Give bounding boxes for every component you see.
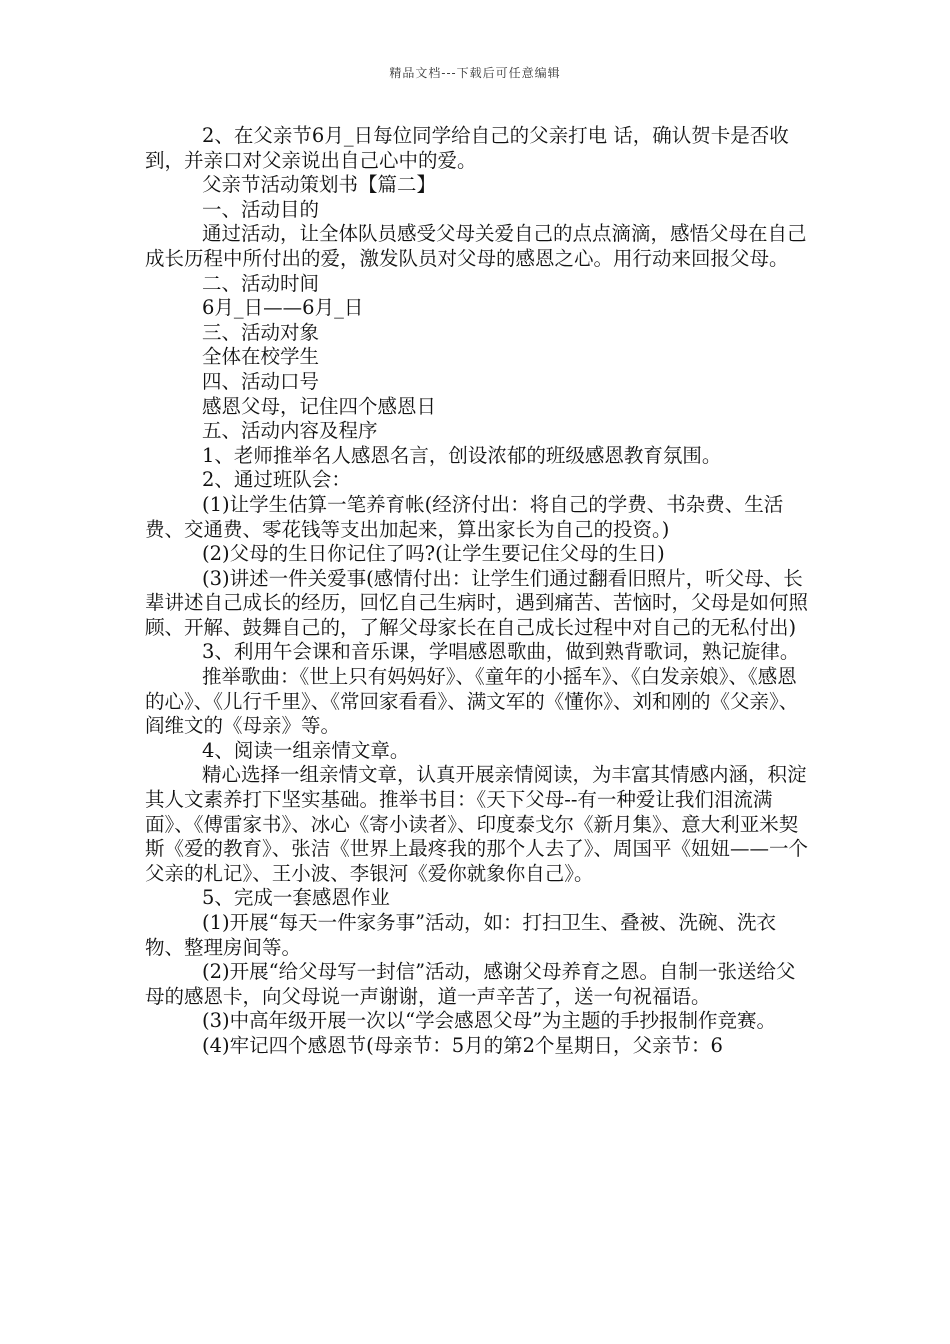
page-header: 精品文档---下载后可任意编辑 [389,66,561,80]
paragraph: (3)中高年级开展一次以“学会感恩父母”为主题的手抄报制作竞赛。 [202,1009,777,1033]
section-heading: 二、活动时间 [202,271,320,295]
paragraph: (4)牢记四个感恩节(母亲节：5月的第2个星期日，父亲节：6 [202,1033,723,1057]
paragraph: (3)讲述一件关爱事(感情付出：让学生们通过翻看旧照片，听父母、长辈讲述自己成长的经历，回忆自己生病时，遇到痛苦、苦恼时，父母是如何照顾、开解、鼓舞自己的，了解父母家长在自己成长过程中对自己的无私付出) [145,566,809,639]
section-heading: 四、活动口号 [202,369,320,393]
paragraph: 通过活动，让全体队员感受父母关爱自己的点点滴滴，感悟父母在自己成长历程中所付出的爱，激发队员对父母的感恩之心。用行动来回报父母。 [145,222,807,270]
paragraph: (1)开展“每天一件家务事”活动，如：打扫卫生、叠被、洗碗、洗衣物、整理房间等。 [145,911,777,959]
section-heading: 三、活动对象 [202,320,320,344]
paragraph: 感恩父母，记住四个感恩日 [202,394,437,418]
paragraph: (2)开展“给父母写一封信”活动，感谢父母养育之恩。自制一张送给父母的感恩卡，向父母说一声谢谢，道一声辛苦了，送一句祝福语。 [145,960,796,1008]
paragraph: 1、老师推举名人感恩名言，创设浓郁的班级感恩教育氛围。 [202,443,722,467]
paragraph: 3、利用午会课和音乐课，学唱感恩歌曲，做到熟背歌词，熟记旋律。 [202,640,800,664]
paragraph: 父亲节活动策划书【篇二】 [202,173,437,197]
paragraph: 4、阅读一组亲情文章。 [202,738,410,762]
paragraph: (1)让学生估算一笔养育帐(经济付出：将自己的学费、书杂费、生活费、交通费、零花钱等支出加起来，算出家长为自己的投资。) [145,492,784,541]
section-heading: 五、活动内容及程序 [202,419,378,443]
paragraph: 全体在校学生 [202,345,320,369]
section-heading: 一、活动目的 [202,197,320,221]
paragraph: 2、通过班队会： [202,468,351,492]
paragraph: 推举歌曲：《世上只有妈妈好》、《童年的小摇车》、《白发亲娘》、《感恩的心》、《儿行千里》、《常回家看看》、满文军的《懂你》、刘和刚的《父亲》、阎维文的《母亲》等。 [145,665,799,738]
paragraph: 精心选择一组亲情文章，认真开展亲情阅读，为丰富其情感内涵，积淀其人文素养打下坚实基础。推举书目：《天下父母--有一种爱让我们泪流满面》、《傅雷家书》、冰心《寄小读者》、印度泰戈尔《新月集》、意大利亚米契斯《爱的教育》、张洁《世界上最疼我的那个人去了》、周国平《妞妞——一个父亲的札记》、王小波、李银河《爱你就象你自己》。 [145,763,809,885]
paragraph: 5、完成一套感恩作业 [202,886,390,910]
paragraph: 6月_日——6月_日 [202,296,364,320]
document-body [145,124,815,1059]
paragraph: (2)父母的生日你记住了吗?(让学生要记住父母的生日) [202,542,665,566]
paragraph: 2、在父亲节6月_日每位同学给自己的父亲打电 话，确认贺卡是否收到，并亲口对父亲说出自己心中的爱。 [145,124,789,172]
